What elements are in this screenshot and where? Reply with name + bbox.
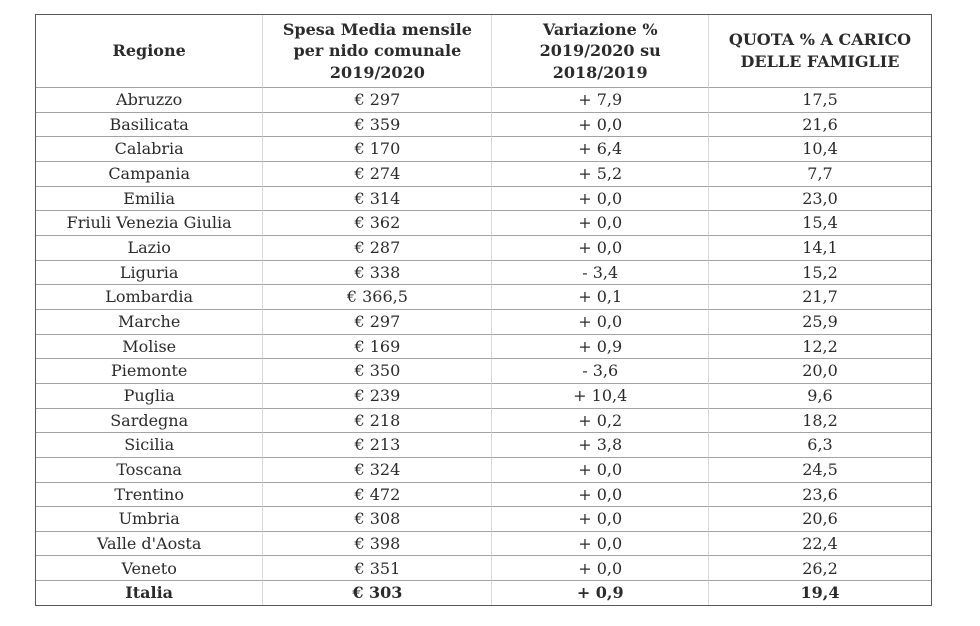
region-cell: Valle d'Aosta (36, 532, 263, 557)
region-cell: Campania (36, 162, 263, 187)
quota-cell: 21,6 (709, 113, 931, 138)
table-row (36, 211, 931, 236)
table-row (36, 236, 931, 261)
quota-cell: 23,6 (709, 483, 931, 508)
spesa-cell: € 324 (263, 458, 492, 483)
region-cell: Liguria (36, 261, 263, 286)
spesa-cell: € 472 (263, 483, 492, 508)
spesa-cell: € 362 (263, 211, 492, 236)
quota-cell: 21,7 (709, 285, 931, 310)
variazione-cell: + 0,0 (492, 483, 709, 508)
region-cell: Molise (36, 335, 263, 360)
regional-costs-table-container (35, 14, 932, 606)
variazione-cell: + 0,2 (492, 409, 709, 434)
quota-cell: 7,7 (709, 162, 931, 187)
regional-costs-table (36, 15, 931, 605)
quota-cell: 26,2 (709, 556, 931, 581)
quota-cell: 15,4 (709, 211, 931, 236)
quota-cell: 20,0 (709, 359, 931, 384)
spesa-cell: € 297 (263, 88, 492, 113)
spesa-cell: € 169 (263, 335, 492, 360)
table-row (36, 458, 931, 483)
region-cell: Puglia (36, 384, 263, 409)
table-row (36, 310, 931, 335)
variazione-cell: + 0,9 (492, 581, 709, 605)
table-row (36, 507, 931, 532)
variazione-cell: + 0,0 (492, 211, 709, 236)
header-quota-famiglie: QUOTA % A CARICO DELLE FAMIGLIE (709, 15, 931, 88)
variazione-cell: + 0,0 (492, 556, 709, 581)
spesa-cell: € 218 (263, 409, 492, 434)
region-cell: Emilia (36, 187, 263, 212)
table-row (36, 285, 931, 310)
table-row (36, 483, 931, 508)
spesa-cell: € 287 (263, 236, 492, 261)
region-cell: Piemonte (36, 359, 263, 384)
variazione-cell: + 0,9 (492, 335, 709, 360)
header-variazione: Variazione % 2019/2020 su 2018/2019 (492, 15, 709, 88)
table-body (36, 88, 931, 605)
region-cell: Lombardia (36, 285, 263, 310)
spesa-cell: € 239 (263, 384, 492, 409)
region-cell: Toscana (36, 458, 263, 483)
variazione-cell: + 0,0 (492, 507, 709, 532)
table-row (36, 162, 931, 187)
quota-cell: 12,2 (709, 335, 931, 360)
region-cell: Marche (36, 310, 263, 335)
variazione-cell: + 0,0 (492, 236, 709, 261)
table-row (36, 187, 931, 212)
spesa-cell: € 170 (263, 137, 492, 162)
quota-cell: 17,5 (709, 88, 931, 113)
quota-cell: 14,1 (709, 236, 931, 261)
variazione-cell: + 10,4 (492, 384, 709, 409)
table-row (36, 359, 931, 384)
spesa-cell: € 350 (263, 359, 492, 384)
quota-cell: 23,0 (709, 187, 931, 212)
table-row (36, 532, 931, 557)
variazione-cell: + 5,2 (492, 162, 709, 187)
variazione-cell: + 0,0 (492, 532, 709, 557)
region-cell: Lazio (36, 236, 263, 261)
spesa-cell: € 351 (263, 556, 492, 581)
quota-cell: 18,2 (709, 409, 931, 434)
spesa-cell: € 274 (263, 162, 492, 187)
region-cell: Sicilia (36, 433, 263, 458)
variazione-cell: - 3,4 (492, 261, 709, 286)
table-row (36, 113, 931, 138)
spesa-cell: € 398 (263, 532, 492, 557)
region-cell: Umbria (36, 507, 263, 532)
spesa-cell: € 297 (263, 310, 492, 335)
variazione-cell: + 7,9 (492, 88, 709, 113)
spesa-cell: € 303 (263, 581, 492, 605)
spesa-cell: € 213 (263, 433, 492, 458)
region-cell: Sardegna (36, 409, 263, 434)
spesa-cell: € 359 (263, 113, 492, 138)
spesa-cell: € 338 (263, 261, 492, 286)
table-row (36, 137, 931, 162)
region-cell: Italia (36, 581, 263, 605)
header-regione: Regione (36, 15, 263, 88)
quota-cell: 20,6 (709, 507, 931, 532)
table-row (36, 433, 931, 458)
variazione-cell: + 0,0 (492, 187, 709, 212)
region-cell: Friuli Venezia Giulia (36, 211, 263, 236)
table-row (36, 556, 931, 581)
spesa-cell: € 314 (263, 187, 492, 212)
quota-cell: 9,6 (709, 384, 931, 409)
quota-cell: 24,5 (709, 458, 931, 483)
header-spesa-media: Spesa Media mensile per nido comunale 2019/2020 (263, 15, 492, 88)
quota-cell: 10,4 (709, 137, 931, 162)
table-row (36, 409, 931, 434)
variazione-cell: - 3,6 (492, 359, 709, 384)
region-cell: Basilicata (36, 113, 263, 138)
region-cell: Trentino (36, 483, 263, 508)
quota-cell: 25,9 (709, 310, 931, 335)
region-cell: Abruzzo (36, 88, 263, 113)
region-cell: Calabria (36, 137, 263, 162)
variazione-cell: + 3,8 (492, 433, 709, 458)
table-header (36, 15, 931, 88)
quota-cell: 19,4 (709, 581, 931, 605)
header-row (36, 15, 931, 88)
table-row (36, 261, 931, 286)
quota-cell: 22,4 (709, 532, 931, 557)
quota-cell: 6,3 (709, 433, 931, 458)
table-row (36, 88, 931, 113)
variazione-cell: + 0,0 (492, 113, 709, 138)
variazione-cell: + 6,4 (492, 137, 709, 162)
quota-cell: 15,2 (709, 261, 931, 286)
variazione-cell: + 0,0 (492, 310, 709, 335)
region-cell: Veneto (36, 556, 263, 581)
table-row-total (36, 581, 931, 605)
table-row (36, 335, 931, 360)
table-row (36, 384, 931, 409)
variazione-cell: + 0,0 (492, 458, 709, 483)
variazione-cell: + 0,1 (492, 285, 709, 310)
spesa-cell: € 308 (263, 507, 492, 532)
spesa-cell: € 366,5 (263, 285, 492, 310)
